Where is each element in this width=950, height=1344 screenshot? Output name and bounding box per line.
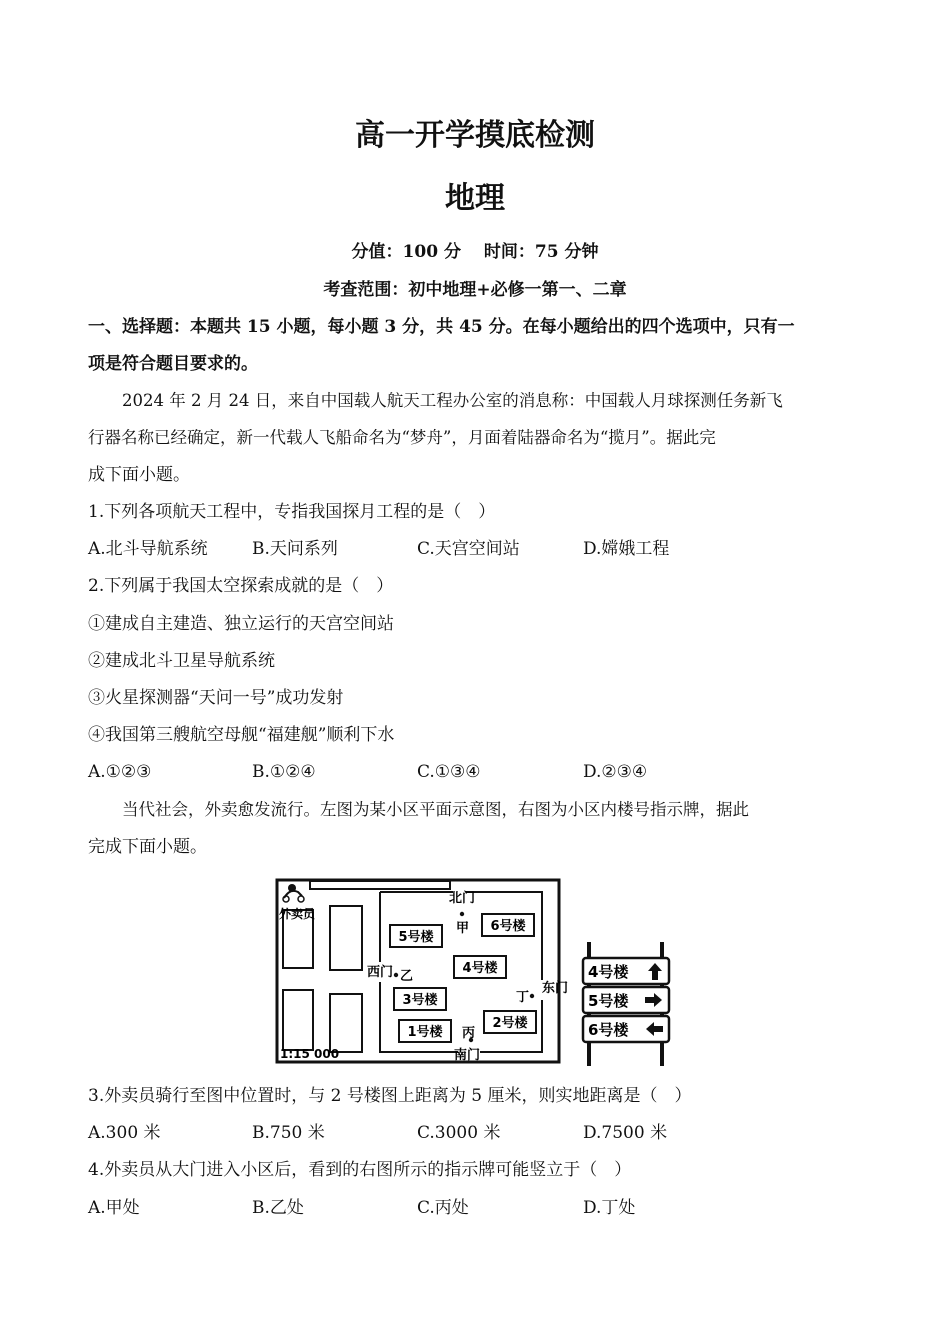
north-gate-label: 北门 (449, 891, 476, 906)
q4-option-a: A.甲处 (88, 1198, 140, 1218)
community-map-figure (272, 872, 569, 1068)
q1-option-c: C.天宫空间站 (417, 539, 520, 559)
section-instruction-line2: 项是符合题目要求的。 (88, 354, 258, 374)
courier-icon (283, 884, 304, 902)
question-4-stem: 4.外卖员从大门进入小区后，看到的右图所示的指示牌可能竖立于（ ） (88, 1160, 632, 1180)
passage1-line1: 2024 年 2 月 24 日，来自中国载人航天工程办公室的消息称：中国载人月球探测任务新飞 (122, 391, 783, 410)
q2-option-d: D.②③④ (583, 762, 648, 782)
building-3 (394, 988, 446, 1010)
q4-option-d: D.丁处 (583, 1198, 636, 1218)
q3-option-d: D.7500 米 (583, 1123, 668, 1143)
passage2-line2: 完成下面小题。 (88, 837, 207, 857)
map-west-block (283, 990, 313, 1050)
sign-row-5-label: 5号楼 (588, 992, 629, 1010)
south-gate-label: 南门 (454, 1048, 481, 1063)
exam-title: 高一开学摸底检测 (355, 118, 595, 153)
east-gate-label: 东门 (542, 981, 569, 996)
west-gate-label: 西门 (367, 965, 394, 980)
point-jia-marker (460, 912, 464, 916)
question-3-stem: 3.外卖员骑行至图中位置时，与 2 号楼图上距离为 5 厘米，则实地距离是（ ） (88, 1086, 692, 1106)
building-6-label: 6号楼 (490, 919, 526, 934)
building-1 (399, 1020, 451, 1042)
q2-item-2: ②建成北斗卫星导航系统 (88, 651, 275, 671)
point-ding-label: 丁 (516, 990, 530, 1005)
question-2-stem: 2.下列属于我国太空探索成就的是（ ） (88, 576, 394, 596)
q3-option-b: B.750 米 (252, 1123, 325, 1143)
q2-option-a: A.①②③ (88, 762, 152, 782)
sign-row-4-label: 4号楼 (588, 963, 629, 981)
building-5-label: 5号楼 (398, 930, 434, 945)
point-yi-marker (394, 973, 398, 977)
sign-row-4 (583, 958, 669, 984)
point-yi-label: 乙 (400, 969, 414, 984)
subject-title: 地理 (445, 181, 505, 216)
passage1-line2: 行器名称已经确定，新一代载人飞船命名为“梦舟”，月面着陆器命名为“揽月”。据此完 (88, 428, 716, 447)
courier-label: 外卖员 (279, 907, 316, 921)
point-ding-marker (530, 994, 534, 998)
passage2-line1: 当代社会，外卖愈发流行。左图为某小区平面示意图，右图为小区内楼号指示牌，据此 (122, 800, 749, 819)
map-west-block (330, 906, 362, 970)
building-1-label: 1号楼 (407, 1025, 443, 1040)
point-jia-label: 甲 (456, 921, 470, 936)
building-6 (482, 914, 534, 936)
section-instruction-line1: 一、选择题：本题共 15 小题，每小题 3 分，共 45 分。在每小题给出的四个选项中，只有一 (88, 317, 795, 337)
question-1-stem: 1.下列各项航天工程中，专指我国探月工程的是（ ） (88, 502, 496, 522)
map-north-strip (310, 881, 450, 889)
q1-option-a: A.北斗导航系统 (88, 539, 208, 559)
sign-row-6 (583, 1016, 669, 1042)
q1-option-b: B.天问系列 (252, 539, 338, 559)
building-2-label: 2号楼 (492, 1016, 528, 1031)
map-west-block (330, 994, 362, 1052)
building-4 (454, 956, 506, 978)
exam-scope: 考查范围：初中地理+必修一第一、二章 (323, 280, 627, 300)
q2-item-1: ①建成自主建造、独立运行的天宫空间站 (88, 614, 394, 634)
q2-item-3: ③火星探测器“天问一号”成功发射 (88, 688, 344, 708)
passage1-line3: 成下面小题。 (88, 465, 190, 485)
sign-row-5 (583, 987, 669, 1013)
q1-option-d: D.嫦娥工程 (583, 539, 670, 559)
q4-option-c: C.丙处 (417, 1198, 469, 1218)
building-5 (390, 925, 442, 947)
score-time-info: 分值：100 分 时间：75 分钟 (351, 242, 599, 262)
sign-row-6-label: 6号楼 (588, 1021, 629, 1039)
q4-option-b: B.乙处 (252, 1198, 304, 1218)
map-scale: 1:15 000 (280, 1047, 340, 1061)
q3-option-c: C.3000 米 (417, 1123, 501, 1143)
point-bing-label: 丙 (462, 1026, 476, 1041)
q3-option-a: A.300 米 (88, 1123, 161, 1143)
q2-option-c: C.①③④ (417, 762, 481, 782)
building-3-label: 3号楼 (402, 993, 438, 1008)
building-4-label: 4号楼 (462, 961, 498, 976)
q2-item-4: ④我国第三艘航空母舰“福建舰”顺利下水 (88, 725, 395, 745)
q2-option-b: B.①②④ (252, 762, 316, 782)
building-sign-figure (578, 872, 678, 1068)
building-2 (484, 1011, 536, 1033)
